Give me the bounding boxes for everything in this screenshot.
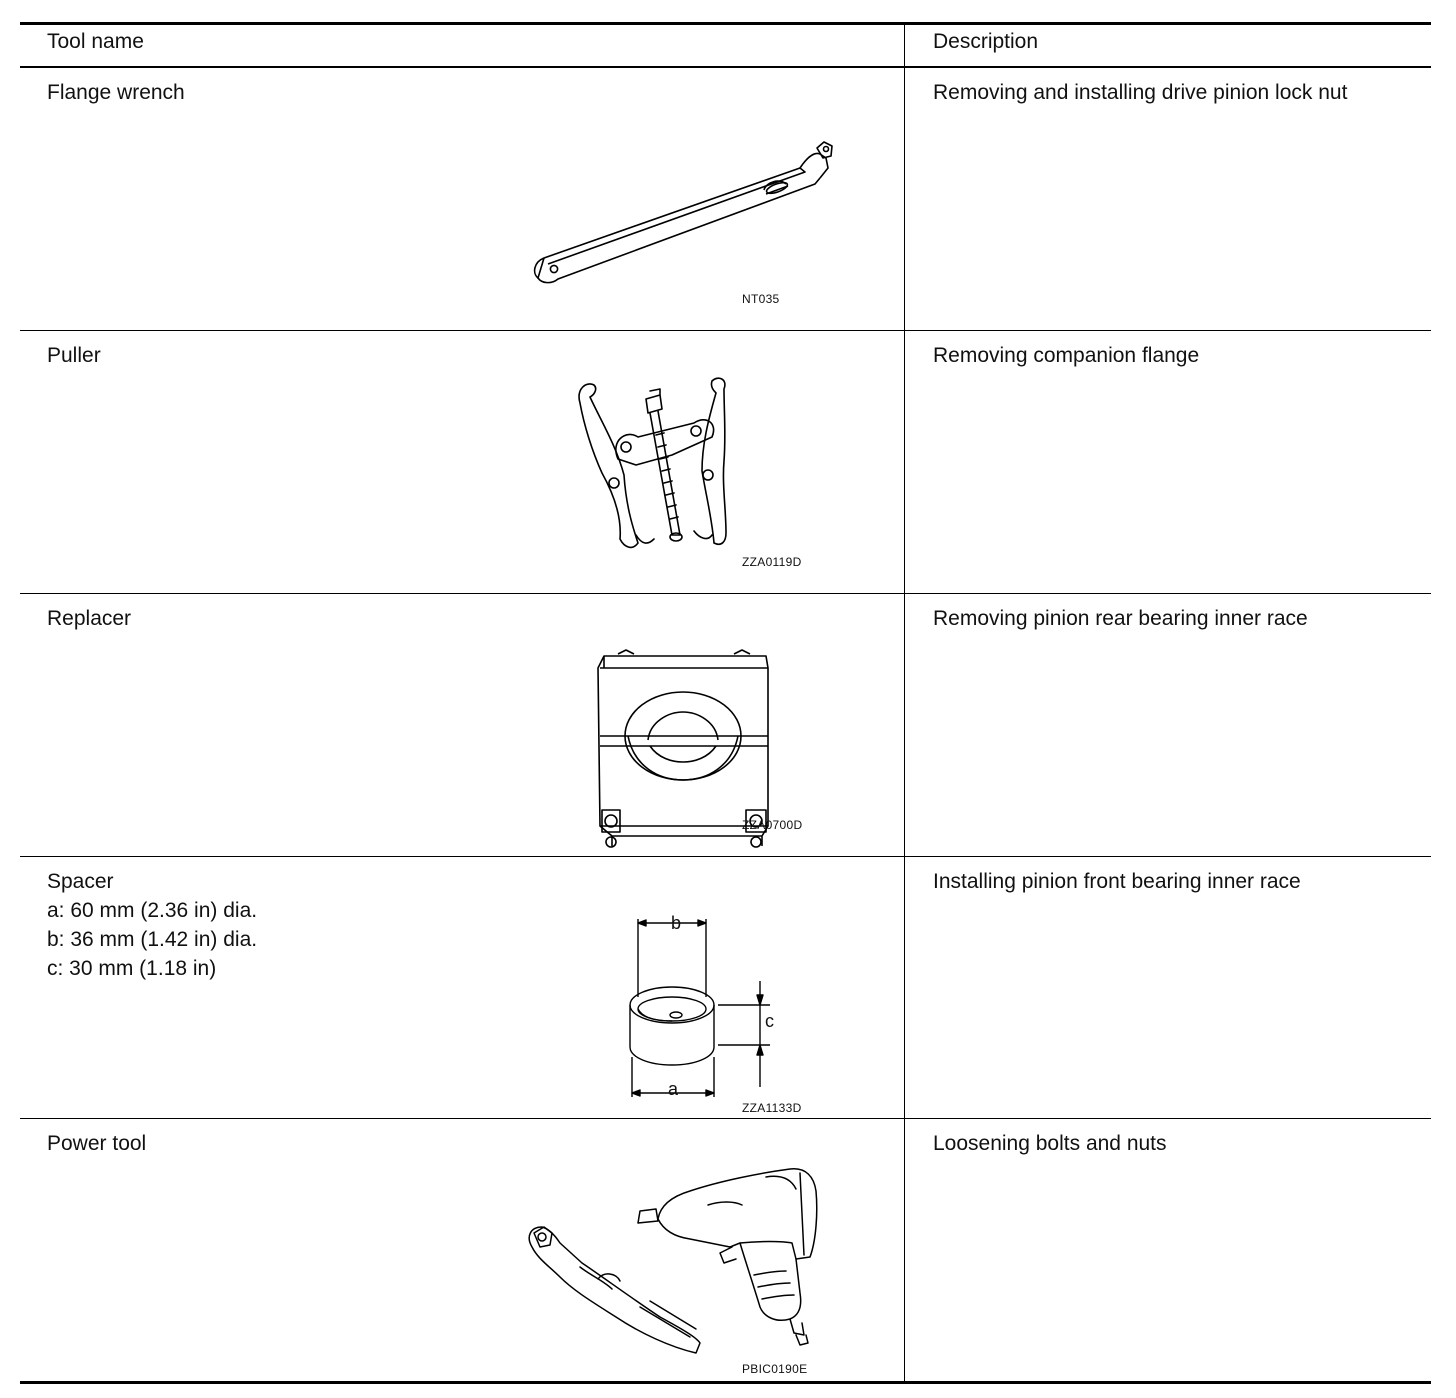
- tool-description: Removing pinion rear bearing inner race: [933, 607, 1308, 630]
- table-row: [20, 857, 1431, 1119]
- figure-code: ZZA0700D: [742, 818, 803, 832]
- spacer-icon: [620, 897, 790, 1077]
- figure-code: ZZA0119D: [742, 555, 802, 569]
- tool-description: Installing pinion front bearing inner race: [933, 870, 1301, 893]
- figure-code: NT035: [742, 292, 780, 306]
- figure-code: PBIC0190E: [742, 1362, 808, 1376]
- table-row: [20, 68, 1431, 331]
- tool-description: Removing and installing drive pinion lock nut: [933, 81, 1348, 104]
- header-description: Description: [933, 30, 1039, 53]
- special-service-tools-table: [20, 22, 1431, 1384]
- tool-name: Flange wrench: [47, 81, 185, 104]
- table-row: [20, 331, 1431, 594]
- tool-name: Spacer: [47, 870, 114, 893]
- tool-name: Puller: [47, 344, 101, 367]
- dimension-label-a: a: [668, 1079, 679, 1099]
- dimension-label-b: b: [671, 913, 682, 933]
- table-top-rule: [20, 22, 1431, 25]
- spec-a: a: 60 mm (2.36 in) dia.: [47, 899, 258, 922]
- power-tool-icon: [520, 1167, 840, 1367]
- puller-icon: [576, 375, 746, 555]
- tool-name: Power tool: [47, 1132, 147, 1155]
- table-bottom-rule: [20, 1381, 1431, 1384]
- tool-name: Replacer: [47, 607, 132, 630]
- tool-description: Removing companion flange: [933, 344, 1200, 367]
- tool-description: Loosening bolts and nuts: [933, 1132, 1167, 1155]
- tool-name-block: [47, 867, 257, 983]
- flange-wrench-icon: [530, 138, 850, 288]
- dimension-label-c: c: [765, 1011, 775, 1031]
- figure-code: ZZA1133D: [742, 1101, 802, 1115]
- header-tool-name: Tool name: [47, 30, 144, 53]
- table-row: [20, 594, 1431, 857]
- spec-c: c: 30 mm (1.18 in): [47, 957, 217, 980]
- table-row: [20, 1119, 1431, 1381]
- spec-b: b: 36 mm (1.42 in) dia.: [47, 928, 258, 951]
